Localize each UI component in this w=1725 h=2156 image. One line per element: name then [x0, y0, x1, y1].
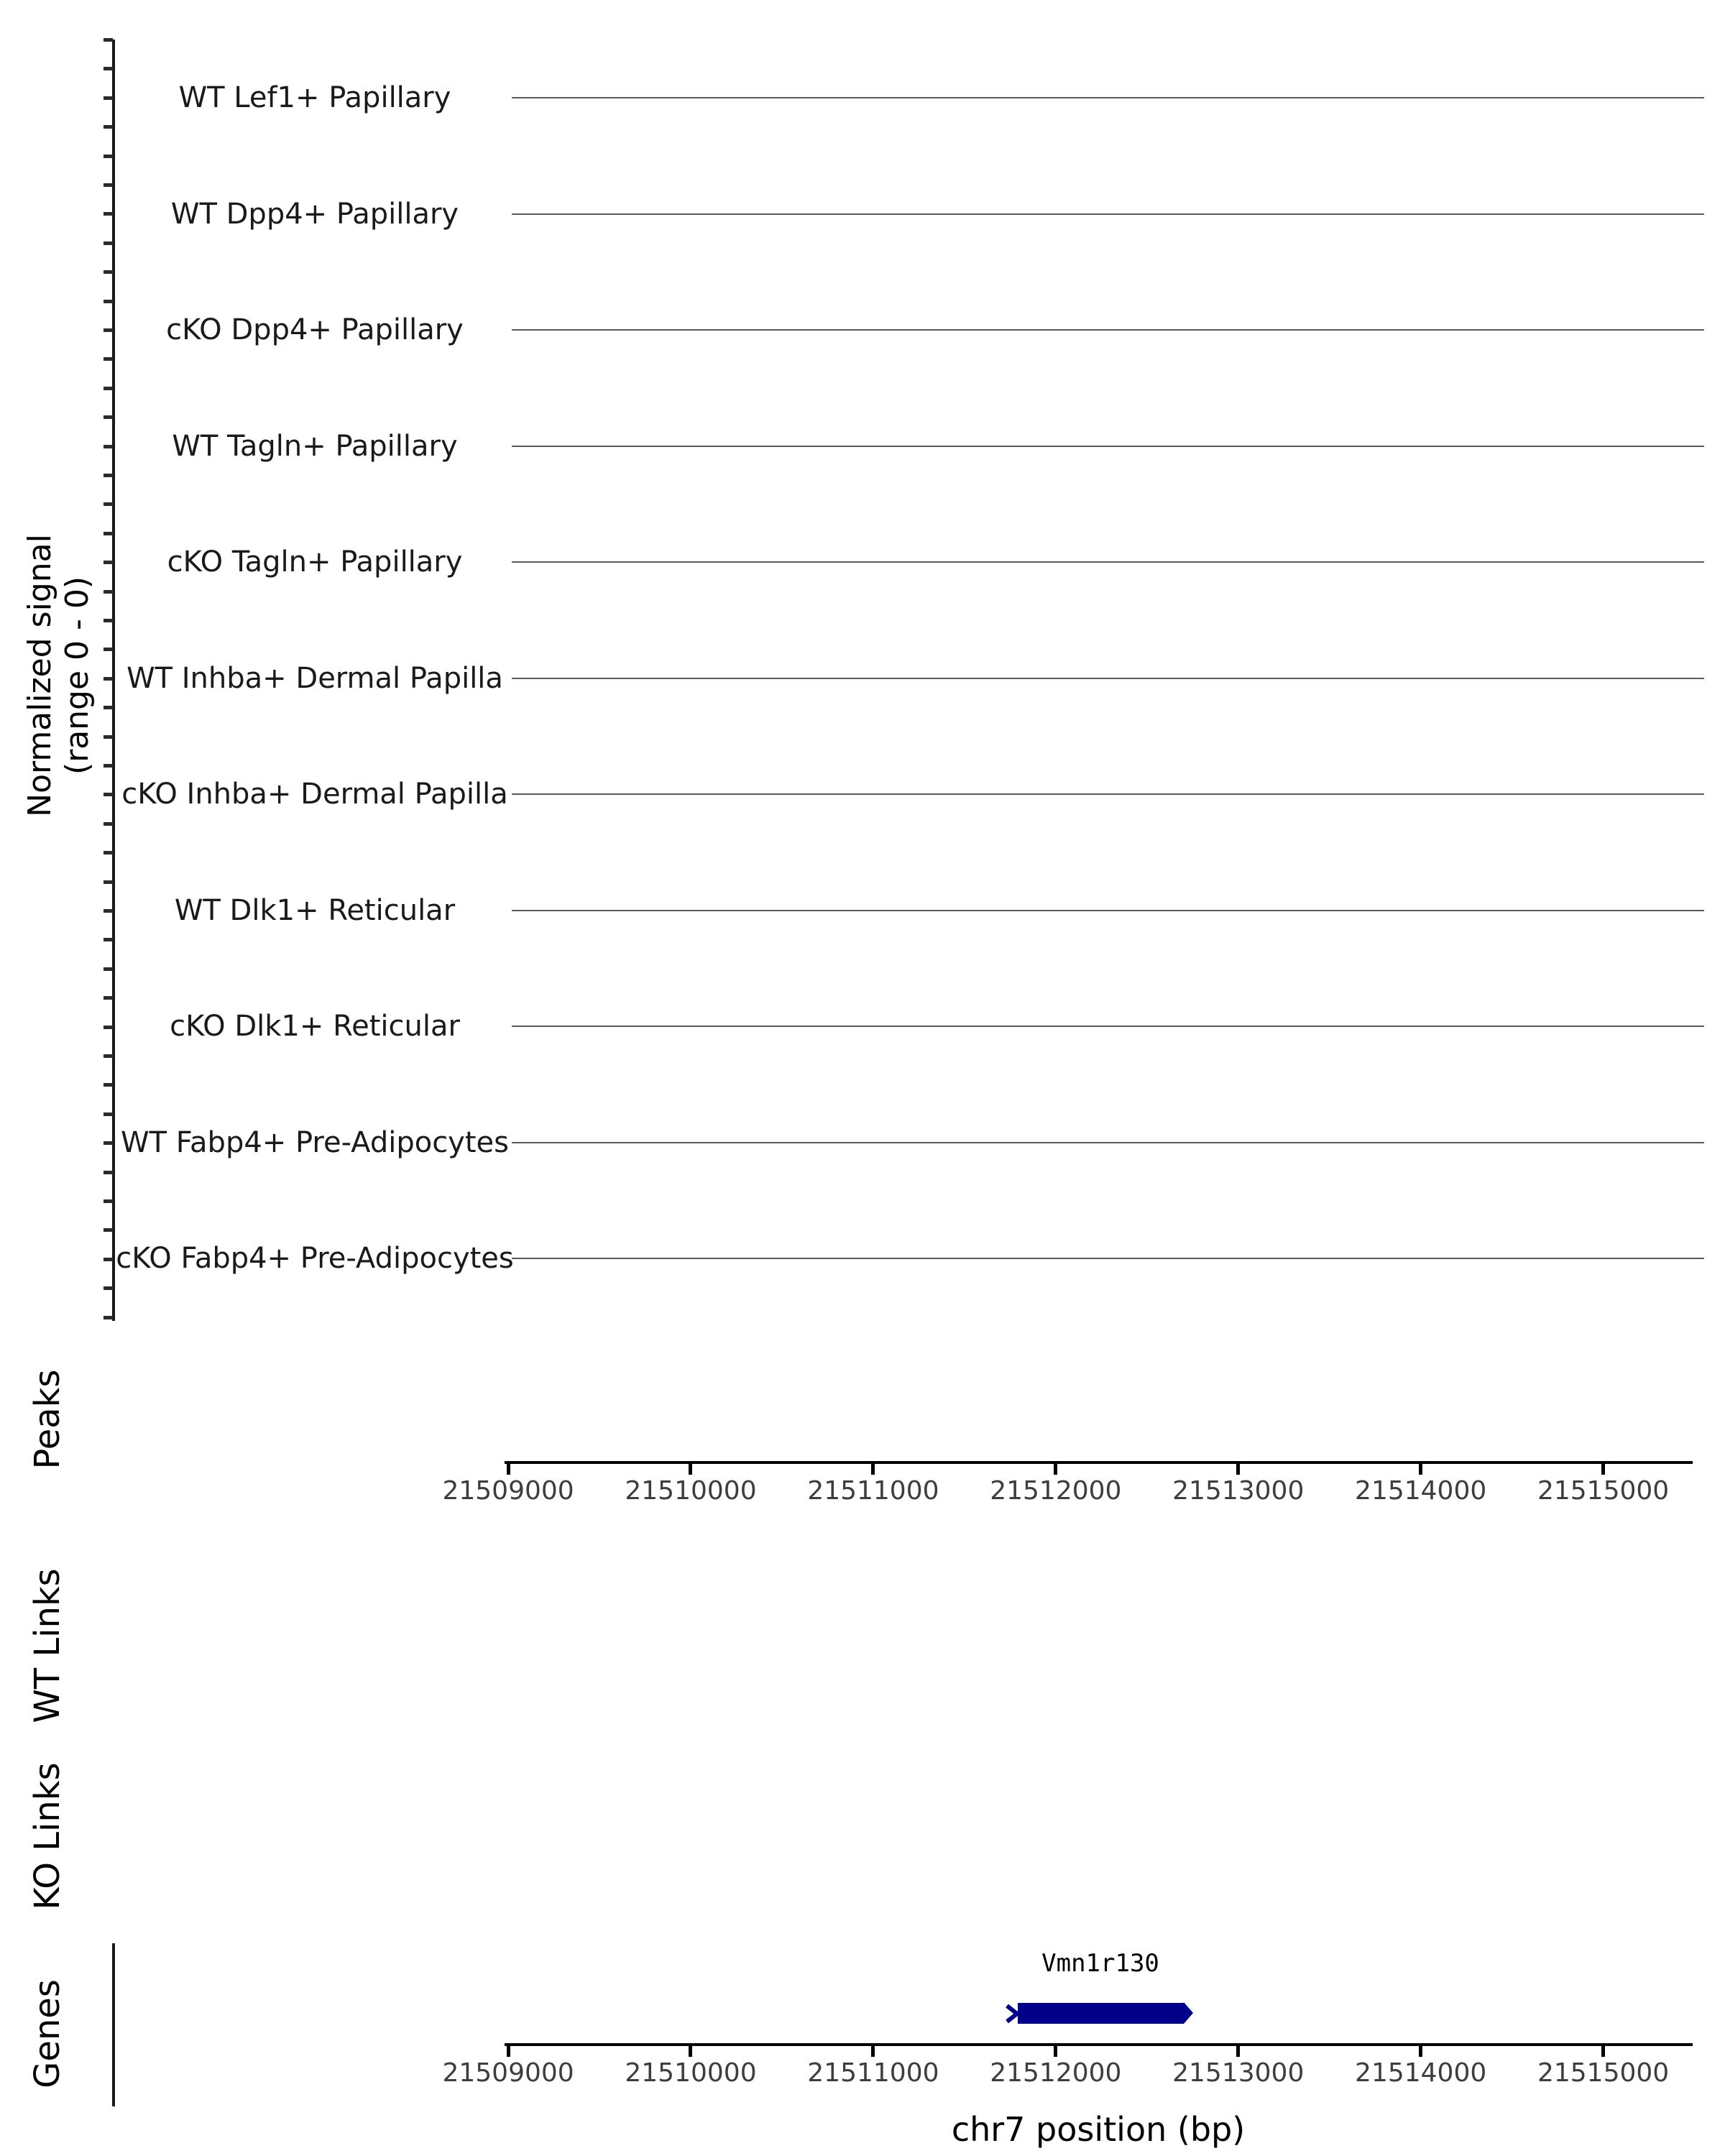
track-label: cKO Dpp4+ Papillary: [166, 313, 464, 346]
track-baseline: [512, 1142, 1704, 1143]
y-axis-label: [22, 534, 96, 817]
axis-tick-label: 21514000: [1355, 1476, 1487, 1506]
axis-tick: [871, 1463, 875, 1475]
signal-axis-tick: [104, 1141, 113, 1145]
signal-axis-tick: [104, 1228, 113, 1232]
signal-axis-tick: [104, 67, 113, 70]
signal-axis-tick: [104, 125, 113, 129]
axis-tick: [507, 2045, 510, 2057]
section-label-wt-links: WT Links: [27, 1568, 68, 1723]
axis-tick-label: 21509000: [442, 2058, 574, 2088]
signal-axis-tick: [104, 183, 113, 187]
signal-axis-tick: [104, 1171, 113, 1174]
signal-axis-tick: [104, 735, 113, 739]
track-baseline: [512, 910, 1704, 911]
genes-axis-spine: [112, 1943, 115, 2106]
axis-tick: [1054, 2045, 1057, 2057]
axis-tick-label: 21515000: [1537, 2058, 1670, 2088]
track-baseline: [512, 678, 1704, 679]
signal-axis-tick: [104, 851, 113, 854]
gene-name-label: Vmn1r130: [1041, 1949, 1159, 1978]
signal-axis-tick: [104, 764, 113, 768]
axis-tick: [1601, 2045, 1605, 2057]
signal-axis-tick: [104, 1258, 113, 1261]
axis-tick: [689, 2045, 692, 2057]
signal-axis-tick: [104, 96, 113, 100]
signal-axis-tick: [104, 677, 113, 681]
axis-tick: [1419, 2045, 1422, 2057]
track-label: WT Dlk1+ Reticular: [174, 893, 456, 927]
axis-tick-label: 21510000: [625, 2058, 757, 2088]
signal-axis-tick: [104, 938, 113, 941]
section-label-genes: Genes: [27, 1979, 68, 2088]
axis-tick-label: 21513000: [1172, 2058, 1305, 2088]
track-label: WT Lef1+ Papillary: [178, 81, 451, 114]
gene-direction-arrow: [1184, 2002, 1193, 2024]
signal-axis-tick: [104, 880, 113, 884]
signal-axis-tick: [104, 357, 113, 361]
track-label: WT Inhba+ Dermal Papilla: [126, 661, 503, 695]
signal-axis-tick: [104, 474, 113, 477]
track-baseline: [512, 561, 1704, 563]
signal-axis-tick: [104, 445, 113, 448]
signal-axis-tick: [104, 270, 113, 274]
track-baseline: [512, 446, 1704, 447]
track-label: WT Dpp4+ Papillary: [170, 197, 459, 231]
signal-axis-tick: [104, 387, 113, 390]
signal-axis-tick: [104, 967, 113, 971]
axis-tick-label: 21510000: [625, 1476, 757, 1506]
signal-axis-tick: [104, 793, 113, 796]
axis-tick-label: 21512000: [990, 2058, 1122, 2088]
signal-axis-tick: [104, 212, 113, 216]
section-label-ko-links: KO Links: [27, 1762, 68, 1910]
axis-tick-label: 21513000: [1172, 1476, 1305, 1506]
axis-tick-label: 21515000: [1537, 1476, 1670, 1506]
signal-axis-tick: [104, 1286, 113, 1290]
signal-axis-tick: [104, 590, 113, 594]
x-axis-title: chr7 position (bp): [951, 2110, 1246, 2149]
genes-axis-line: [505, 2043, 1693, 2046]
signal-axis-tick: [104, 1083, 113, 1087]
signal-axis-tick: [104, 1054, 113, 1058]
signal-axis-tick: [104, 706, 113, 709]
signal-axis-tick: [104, 241, 113, 245]
signal-axis-tick: [104, 1026, 113, 1029]
signal-axis-tick: [104, 996, 113, 1000]
signal-axis-tick: [104, 38, 113, 42]
axis-tick-label: 21509000: [442, 1476, 574, 1506]
signal-axis-tick: [104, 1112, 113, 1116]
track-label: cKO Dlk1+ Reticular: [170, 1010, 460, 1043]
axis-tick: [1054, 1463, 1057, 1475]
track-baseline: [512, 1026, 1704, 1027]
signal-axis-tick: [104, 822, 113, 826]
signal-axis-tick: [104, 1199, 113, 1203]
track-label: WT Tagln+ Papillary: [172, 429, 458, 463]
signal-axis-tick: [104, 155, 113, 158]
track-baseline: [512, 793, 1704, 795]
axis-tick-label: 21512000: [990, 1476, 1122, 1506]
signal-axis-tick: [104, 328, 113, 332]
signal-axis-tick: [104, 300, 113, 303]
signal-axis-tick: [104, 502, 113, 506]
section-label-peaks: Peaks: [27, 1369, 68, 1470]
axis-tick: [871, 2045, 875, 2057]
axis-tick: [1601, 1463, 1605, 1475]
signal-axis-tick: [104, 1316, 113, 1319]
axis-tick: [1236, 1463, 1240, 1475]
peaks-axis-line: [505, 1461, 1693, 1464]
axis-tick-label: 21514000: [1355, 2058, 1487, 2088]
gene-body-bar: [1018, 2003, 1184, 2024]
signal-axis-tick: [104, 619, 113, 622]
track-baseline: [512, 213, 1704, 215]
track-label: cKO Inhba+ Dermal Papilla: [121, 778, 508, 811]
axis-tick: [689, 1463, 692, 1475]
track-label: WT Fabp4+ Pre-Adipocytes: [121, 1125, 509, 1159]
track-baseline: [512, 329, 1704, 331]
track-label: cKO Fabp4+ Pre-Adipocytes: [116, 1242, 514, 1275]
signal-axis-tick: [104, 532, 113, 535]
y-axis-label-line1: Normalized signal: [22, 534, 59, 817]
axis-tick: [1419, 1463, 1422, 1475]
signal-axis-tick: [104, 415, 113, 419]
track-label: cKO Tagln+ Papillary: [167, 545, 463, 579]
axis-tick: [507, 1463, 510, 1475]
axis-tick-label: 21511000: [807, 2058, 939, 2088]
y-axis-label-line2: (range 0 - 0): [59, 576, 96, 775]
signal-axis-tick: [104, 648, 113, 651]
axis-tick: [1236, 2045, 1240, 2057]
signal-axis-tick: [104, 561, 113, 564]
axis-tick-label: 21511000: [807, 1476, 939, 1506]
track-baseline: [512, 97, 1704, 98]
track-baseline: [512, 1258, 1704, 1259]
signal-axis-tick: [104, 909, 113, 913]
